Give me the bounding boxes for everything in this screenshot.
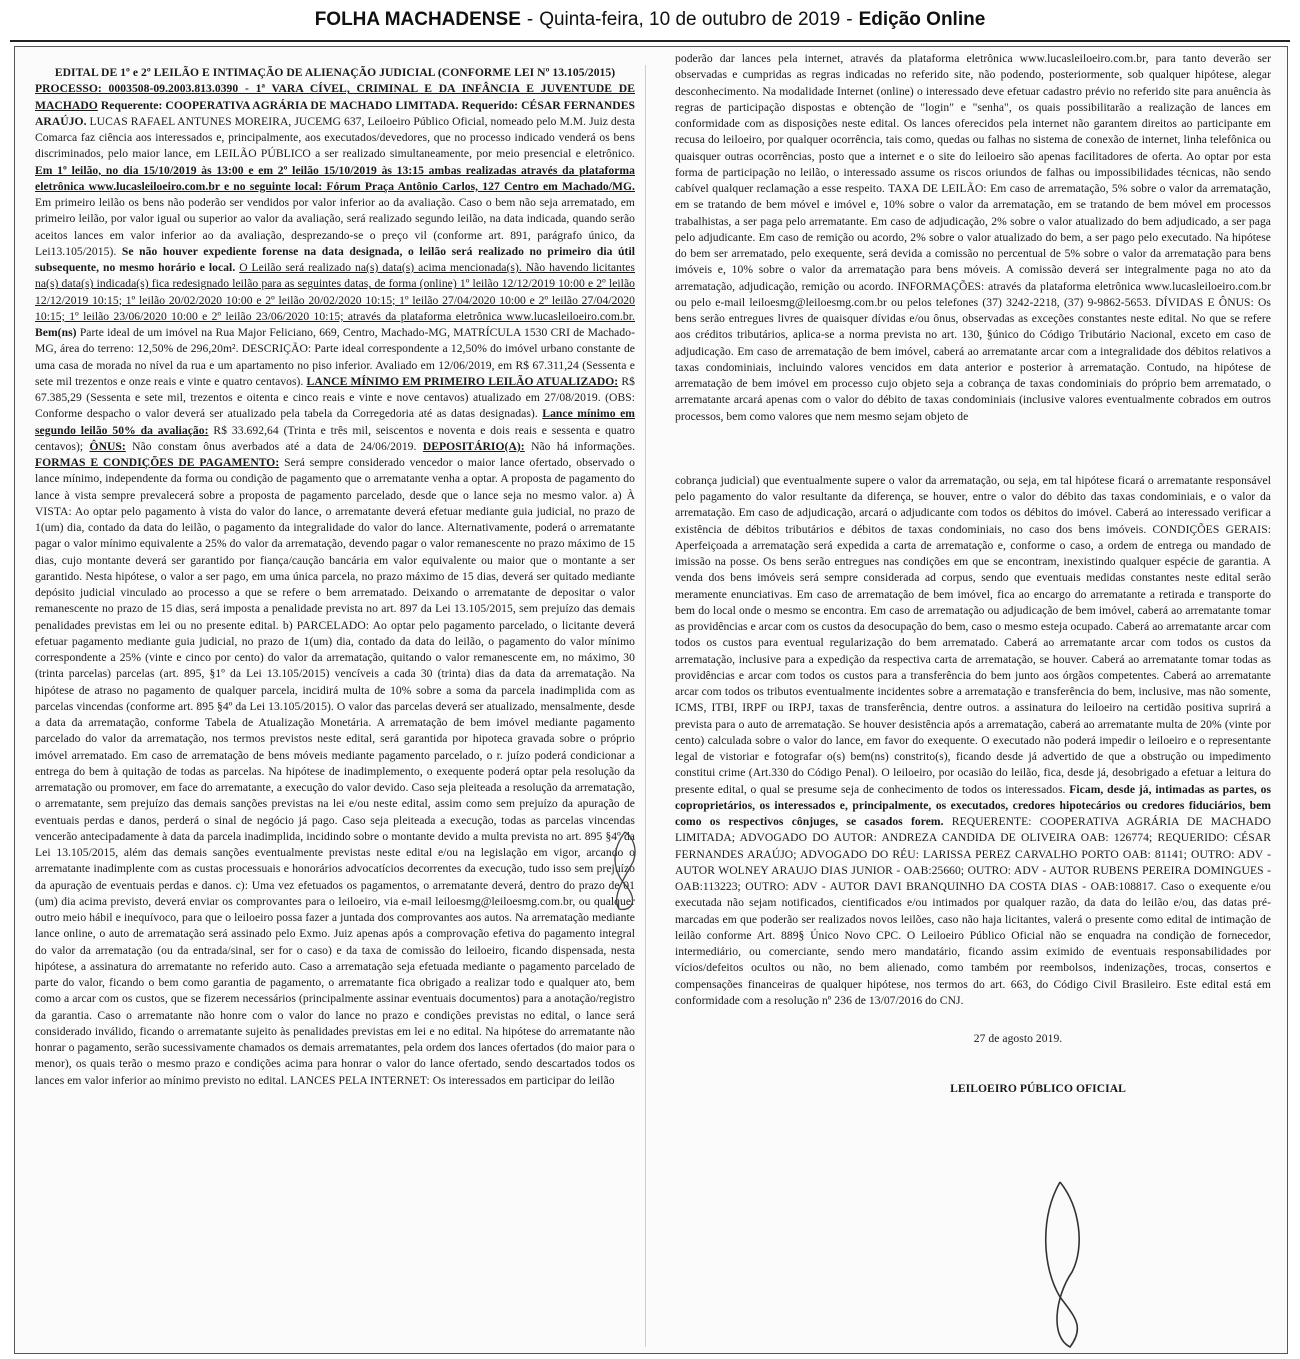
- left-body: [35, 81, 635, 1089]
- onus: Não constam ônus averbados até a data de 24/06/2019.: [132, 439, 417, 453]
- lance1-label: LANCE MÍNIMO EM PRIMEIRO LEILÃO ATUALIZADO:: [306, 374, 619, 388]
- expediente: Se não houver expediente forense na data designada, o leilão será realizado no primeiro dia útil subsequente, no mesmo horário e local.: [35, 244, 636, 274]
- requerente: Requerente: COOPERATIVA AGRÁRIA DE MACHADO LIMITADA. Requerido: CÉSAR FERNANDES ARAÚJO.: [35, 98, 635, 128]
- onus-label: ÔNUS:: [89, 439, 126, 453]
- right-part-2: [675, 473, 1271, 1009]
- lance1: R$ 67.385,29 (Sessenta e sete mil, trezentos e oitenta e cinco reais e vinte e nove centavos) atualizado em 27/08/2019. (OBS: Conforme despacho o valor deverá ser atualizado pela tabela da Corregedoria até as datas designadas).: [35, 374, 636, 421]
- intro: LUCAS RAFAEL ANTUNES MOREIRA, JUCEMG 637, Leiloeiro Público Oficial, nomeado pelo M.M. Juiz desta Comarca faz ciência aos interessados e, principalmente, aos executados/devedores, que no processo indicado venderá os bens discriminados, pelo maior lance, em LEILÃO PÚBLICO a ser realizado simultaneamente, por meio presencial e eletrônico.: [35, 114, 635, 161]
- datas-leilao: Em 1º leilão, no dia 15/10/2019 às 13:00 e em 2º leilão 15/10/2019 às 13:15 ambas realizadas através da plataforma eletrônica www.lucasleiloeiro.com.br e no seguinte local: Fórum Praça Antônio Carlos, 127 Centro em Machado/MG.: [35, 163, 635, 193]
- masthead-date: Quinta-feira, 10 de outubro de 2019: [539, 9, 841, 30]
- redesignado: O Leilão será realizado na(s) data(s) acima mencionada(s). Não havendo licitantes na(s) data(s) indicada(s) fica redesignado leilão para as seguintes datas, de forma (online) 1º leilão 12/12/2019 10:00 e 2º leilão 12/12/2019 10:15; 1º leilão 20/02/2020 10:00 e 2º leilão 20/02/2020 10:15; 1º leilão 27/04/2020 10:00 e 2º leilão 27/04/2020 10:15; 1º leilão 23/06/2020 10:00 e 2º leilão 23/06/2020 10:15; através da plataforma eletrônica www.lucasleiloeiro.com.br.: [35, 261, 635, 323]
- left-column: [35, 65, 646, 1347]
- condicoes-gerais: cobrança judicial) que eventualmente supere o valor da arrematação, ou seja, em tal hipótese ficará o arrematante responsável pelo pagamento do valor resultante da diferença, se houver, entre o valor do débito das taxas condominiais, e o valor da arrematação. Em caso de adjudicação, arcará o adjudicante com todos os débitos do imóvel. Caberá ao interessado verificar a existência de débitos tributários e débitos de taxas condominiais, no caso dos bens imóveis. CONDIÇÕES GERAIS: Aperfeiçoada a arrematação será expedida a carta de arrematação e, conforme o caso, a ordem de entrega ou mandado de imissão na posse. Os bens serão entregues nas condições em que se encontram, inexistindo qualquer espécie de garantia. A venda dos bens imóveis será sempre considerada ad corpus, sendo que eventuais medidas constantes neste edital serão meramente enunciativas. Em caso de arrematação de bem imóvel, fica ao encargo do arrematante a retirada e transporte do bem do local onde o mesmo se encontra. Em caso de arrematação ou adjudicação de bem imóvel, caberá ao arrematante tomar as providências e arcar com os custos da desocupação do bem, caso o mesmo esteja ocupado. Caberá ao arrematante arcar com todos os custos para eventual regularização do bem arrematado. Caberá ao arrematante arcar com todos os custos da arrematação, inclusive para a expedição da respectiva carta de arrematação, se houver. Caberá ao arrematante tomar todas as providências e arcar com todos os custos para a transferência do bem junto aos órgãos competentes. Caberá ao arrematante arcar com todos os tributos eventualmente incidentes sobre a arrematação e transferência do bem, inclusive, mas não somente, ICMS, ITBI, IRPF ou IRPJ, taxas de transferência, dentre outros. a assinatura do leiloeiro na certidão positiva suprirá a prevista para o auto de arrematação. Se houver desistência após a arrematação, caberá ao arrematante multa de 20% (vinte por cento) calculada sobre o valor do lance, em favor do exequente. O executado não poderá impedir o leiloeiro e o representante legal de vistoriar e fotografar o(s) bem(ns) constrito(s), ficando desde já advertido de que a obstrução ou impedimento constitui crime (Art.330 do Código Penal). O leiloeiro, por ocasião do leilão, fica, desde já, desobrigado a efetuar a leitura do presente edital, o qual se presume seja de conhecimento de todos os interessados.: [675, 473, 1271, 796]
- depositario-label: DEPOSITÁRIO(A):: [422, 439, 525, 453]
- formas-label: FORMAS E CONDIÇÕES DE PAGAMENTO:: [35, 456, 280, 469]
- formas: Será sempre considerado vencedor o maior lance ofertado, observado o lance mínimo, independente da forma ou condição de pagamento que o arrematante venha a optar. A proposta de pagamento do lance à vista sempre prevalecerá sobre a proposta de pagamento parcelado, desde que o lance seja no mesmo valor. a) À VISTA: Ao optar pelo pagamento à vista do valor do lance, o arrematante deverá efetuar mediante guia judicial, no prazo de 1(um) dia, contado da data do leilão, o pagamento da integralidade do valor do lance. Alternativamente, poderá o arrematante pagar o valor mínimo equivalente a 25% do valor da arrematação, devendo pagar o valor remanescente no prazo máximo de 15 dias, cujo montante deverá ser garantido por fiança/caução bancária em valor equivalente ou maior que o montante a ser garantido. Nesta hipótese, o valor a ser pago, em uma única parcela, no prazo máximo de 15 dias, deverá ser quitado mediante depósito judicial vinculado ao processo a que se refere o bem arrematado. Deixando o arrematante de depositar o valor remanescente no prazo de 15 dias, será imposta a penalidade prevista no art. 897 da Lei 13.105/2015, sem prejuízo das demais penalidades previstas em lei ou no presente edital. b) PARCELADO: Ao optar pelo pagamento parcelado, o licitante deverá efetuar pagamento mediante guia judicial, no prazo de 1(um) dia, contado da data do leilão, o pagamento do valor mínimo correspondente a 25% (vinte e cinco por cento) do valor da arrematação, quitando o valor remanescente em, no máximo, 30 (trinta parcelas) parcelas (art. 895, §1º da Lei 13.105/2015) vencíveis a cada 30 (trinta) dias da data da arrematação. Na hipótese de atraso no pagamento de qualquer parcela, incidirá multa de 10% sobre a soma da parcela inadimplida com as parcelas vincendas (conforme art. 895 §4º da Lei 13.105/2015). O valor das parcelas deverá ser atualizado, mensalmente, desde a data da arrematação, conforme Tabela de Atualização Monetária. A arrematação de bem imóvel mediante pagamento parcelado do valor da arrematação, nos termos previstos neste edital, será garantida por hipoteca gravada sobre o próprio imóvel arrematado. Em caso de arrematação de bens móveis mediante pagamento parcelado, o r. juízo poderá condicionar a entrega do bem à quitação de todas as parcelas. Na hipótese de inadimplemento, o exequente poderá optar pela resolução da arrematação ou promover, em face do arrematante, a execução do valor devido. Caso seja pleiteada a resolução da arrematação, o arrematante, sem prejuízo das demais sanções previstas na lei e/ou neste edital, assim como sem prejuízo da apuração de eventuais perdas e danos, perderá o sinal de negócio já pago. Caso seja pleiteada a execução, todas as parcelas vincendas vencerão antecipadamente à data da parcela inadimplida, incidindo sobre o montante devido a multa prevista no art. 895 §4º da Lei 13.105/2015, além das demais sanções eventualmente previstas neste edital e/ou na legislação em vigor, arcando o arrematante inadimplente com as custas processuais e honorários advocatícios decorrentes da execução, tudo isso sem prejuízo da apuração de eventuais perdas e danos. c): Uma vez efetuados os pagamentos, o arrematante deverá, dentro do prazo de 01 (um) dia acima previsto, deverá enviar os comprovantes para o leiloeiro, via e-mail leiloesmg@leiloesmg.com.br, ou qualquer outro meio hábil e inequívoco, para que o leiloeiro possa fazer a juntada dos comprovantes aos autos. Na arrematação mediante lance online, o auto de arrematação será assinado pelo Exmo. Juiz apenas após a comprovação efetiva do pagamento integral do valor da arrematação (ou da entrada/sinal, ser for o caso) e da taxa de comissão do leiloeiro, ficando dispensada, nesta hipótese, a assinatura do arrematante no referido auto. Caso a arrematação seja efetuada mediante o pagamento parcelado de parte do valor, ficando o bem como garantia de pagamento, o arrematante fica obrigado a realizar todo e qualquer ato, bem como a arcar com os custos, que se fizerem necessários (principalmente assinar eventuais documentos) para a anotação/registro da garantia. Caso o arrematante não honre com o valor do lance no prazo e condições previstas no edital, o lance será considerado inválido, ficando o arrematante sujeito às penalidades previstas em lei e no edital. Na hipótese do arrematante não honrar o pagamento, serão sucessivamente chamados os demais arrematantes, pela ordem dos lances ofertados (do maior para o menor), os quais terão o mesmo prazo e condições acima para honrar o valor do lance ofertado, sendo descartados todos os lances em valor inferior ao mínimo previsto no edital. LANCES PELA INTERNET: Os interessados em participar do leilão: [35, 456, 635, 1087]
- partes: REQUERENTE: COOPERATIVA AGRÁRIA DE MACHADO LIMITADA; ADVOGADO DO AUTOR: ANDREZA CANDIDA DE OLIVEIRA OAB: 126774; REQUERIDO: CÉSAR FERNANDES ARAÚJO; ADVOGADO DO RÉU: LARISSA PEREZ CARVALHO PORTO OAB: 81141; OUTRO: ADV - AUTOR WOLNEY ARAUJO DIAS JUNIOR - OAB:25660; OUTRO: ADV - AUTOR RUBENS PEREIRA DOMINGUES - OAB:113223; OUTRO: ADV - AUTOR DAVI BRANQUINHO DA COSTA DIAS - OAB:108817. Caso o exequente e/ou executada não sejam notificados, cientificados e/ou intimados por qualquer razão, da data do leilão e/ou, das datas pré-marcadas em que poderão ser realizados novos leilões, caso não haja licitantes, valerá o presente como edital de intimação de leilão conforme Art. 889§ Único Novo CPC. O Leiloeiro Público Oficial não se enquadra na condição de fornecedor, intermediário, ou comerciante, sendo mero mandatário, ficando assim eximido de eventuais responsabilidades por vícios/defeitos ocultos ou não, no bem alienado, como também por reembolsos, indenizações, trocas, consertos e compensações financeiras de qualquer hipótese, nos termos do art. 663, do Código Civil Brasileiro. Este edital está em conformidade com a resolução nº 236 de 13/07/2016 do CNJ.: [675, 815, 1271, 1007]
- masthead: FOLHA MACHADENSE - Quinta-feira, 10 de outubro de 2019 - Edição Online: [314, 9, 986, 30]
- edital-title: EDITAL DE 1º e 2º LEILÃO E INTIMAÇÃO DE ALIENAÇÃO JUDICIAL (CONFORME LEI Nº 13.105/2015): [54, 66, 616, 79]
- signature-title: LEILOEIRO PÚBLICO OFICIAL: [950, 1082, 1126, 1096]
- right-column: [675, 51, 1271, 1346]
- header-rule: [10, 40, 1290, 42]
- lance2: R$ 33.692,64 (Trinta e três mil, seiscentos e noventa e dois reais e sessenta e quatro centavos);: [35, 423, 635, 453]
- masthead-edition: Edição Online: [858, 9, 986, 30]
- depositario: Não há informações.: [531, 439, 636, 453]
- date-signed: 27 de agosto 2019.: [973, 1032, 1063, 1045]
- edital-page: [14, 46, 1288, 1354]
- bens-label: Bem(ns): [35, 326, 77, 339]
- bens: Parte ideal de um imóvel na Rua Major Feliciano, 669, Centro, Machado-MG, MATRÍCULA 1530 CRI de Machado- MG, área do terreno: 12,50% de 296,20m². DESCRIÇÃO: Parte ideal correspondente a 12,50% do imóvel urbano constante de uma casa de morada no nível da rua e um apartamento no piso inferior. Avaliado em 12/06/2019, em R$ 67.311,24 (Sessenta e sete mil trezentos e onze reais e vinte e quatro centavos).: [35, 326, 635, 388]
- processo: PROCESSO: 0003508-09.2003.813.0390 - 1ª VARA CÍVEL, CRIMINAL E DA INFÂNCIA E JUVENTUDE DE MACHADO: [35, 82, 635, 112]
- lance2-label: Lance mínimo em segundo leilão 50% da avaliação:: [35, 407, 636, 437]
- masthead-paper: FOLHA MACHADENSE: [314, 9, 521, 30]
- p1: Em primeiro leilão os bens não poderão ser vendidos por valor inferior ao da avaliação. Caso o bem não seja arrematado, em primeiro leilão, por valor igual ou superior ao valor da avaliação, será realizado segundo leilão, na data indicada, quando serão aceitos lances em valor inferior ao da avaliação, desprezando-se o preço vil (conforme art. 891, parágrafo único, da Lei13.105/2015).: [35, 196, 635, 258]
- right-part-1: poderão dar lances pela internet, através da plataforma eletrônica www.lucasleiloeiro.com.br, para tanto deverão ser observadas e cumpridas as regras indicadas no referido site, não podendo, posteriormente, sob qualquer hipótese, alegar desconhecimento. Na modalidade Internet (online) o interessado deve efetuar cadastro prévio no referido site para anuência às regras de participação dispostas e obtenção de "login" e "senha", os quais possibilitarão a realização de lances em conformidade com as disposições neste edital. Os lances oferecidos pela internet não garantem direitos ao participante em recusa do leiloeiro, por qualquer ocorrência, tais como, quedas ou falhas no sistema de conexão de internet, linha telefônica ou quaisquer outras ocorrências, posto que a internet e o site do leiloeiro são apenas facilitadores de oferta. Ao optar por esta forma de participação no leilão, o interessado assume os riscos oriundos de falhas ou impossibilidades técnicas, não sendo cabível qualquer reclamação a esse respeito. TAXA DE LEILÃO: Em caso de arrematação, 5% sobre o valor da arrematação, em se tratando de bem móvel e imóvel e, 10% sobre o valor da arrematação, em se tratando de bem móvel em processos trabalhistas, a ser paga pelo arrematante. Em caso de adjudicação, 2% sobre o valor atualizado do bem adjudicado, a ser paga pelo adjudicante. Em caso de remição ou acordo, 2% sobre o valor atualizado do bem, a ser pago pelo executado. Na hipótese do bem ser arrematado, pelo exequente, será devida a comissão no percentual de 5% sobre o valor da arrematação para bens imóveis e, 10% sobre o valor da arrematação para bens móveis. A comissão deverá ser integralmente paga no ato da arrematação, adjudicação, remição ou acordo. INFORMAÇÕES: através da plataforma eletrônica www.lucasleiloeiro.com.br ou pelo e-mail leiloesmg@leiloesmg.com.br ou pelos telefones (37) 3242-2218, (37) 9-9862-5653. DÍVIDAS E ÔNUS: Os bens serão entregues livres de quaisquer dívidas e/ou ônus, observadas as exceções constantes neste edital. No que se refere aos créditos tributários, aplica-se a norma prevista no art. 130, §único do Código Tributário Nacional, exceto em caso de adjudicação. Em caso de arrematação de bem imóvel, caberá ao arrematante arcar com a integralidade dos débitos relativos a taxas condominiais, incluindo valores vencidos em data anterior e posterior à arrematação. Contudo, na hipótese de arrematação de bem imóvel em processo cujo objeto seja a cobrança de taxas condominiais do próprio bem arrematado, o arrematante arcará apenas com o valor do débito de taxas condominiais (inclusive valores eventualmente cobrados em outros processos, bem como valores que nem mesmo sejam objeto de: [675, 52, 1271, 423]
- column-gap: [675, 425, 1271, 473]
- intimacao: Ficam, desde já, intimadas as partes, os coproprietários, os interessados e, principalmente, os executados, credores hipotecários ou credores fiduciários, bem como os respectivos cônjuges, se casados forem.: [675, 782, 1271, 828]
